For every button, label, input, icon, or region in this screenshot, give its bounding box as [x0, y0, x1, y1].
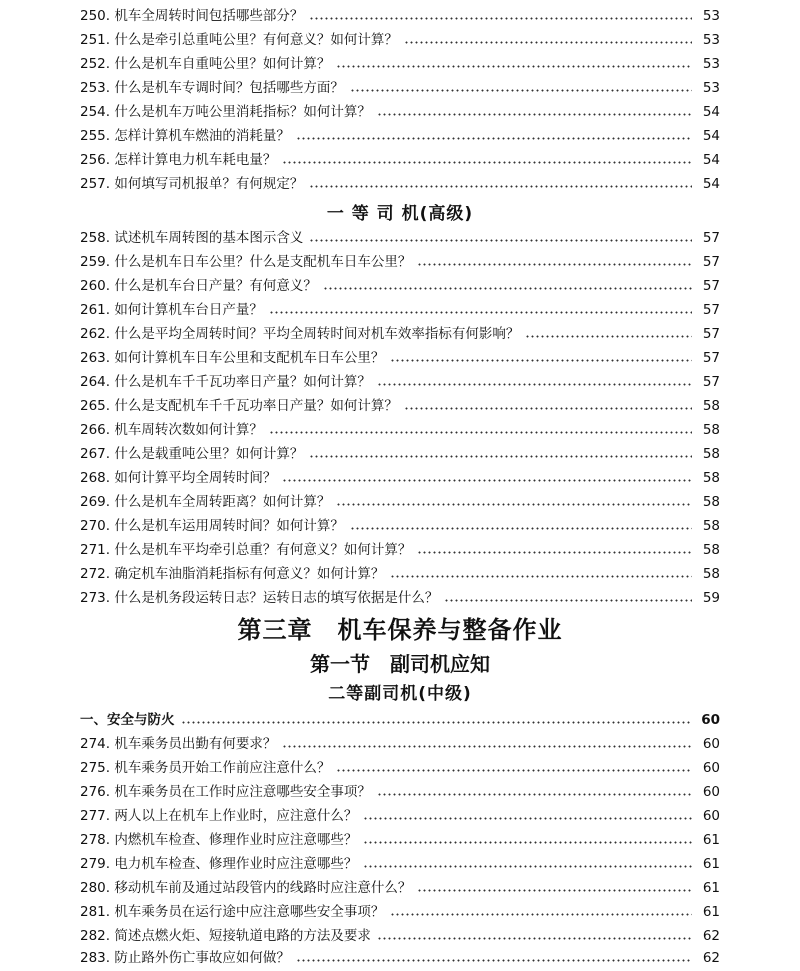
entry-page: 57 — [702, 230, 720, 246]
topic-title: 一、安全与防火 — [80, 712, 175, 728]
entry-page: 61 — [702, 856, 720, 872]
dot-leader — [309, 455, 692, 458]
entry-title: 257. 如何填写司机报单？有何规定？ — [80, 176, 304, 192]
entry-title: 281. 机车乘务员在运行途中应注意哪些安全事项？ — [80, 904, 385, 920]
dot-leader — [282, 479, 692, 482]
entry-title: 267. 什么是载重吨公里？如何计算？ — [80, 446, 304, 462]
topic-page: 60 — [701, 712, 720, 728]
dot-leader — [181, 721, 693, 724]
dot-leader — [282, 161, 692, 164]
dot-leader — [377, 383, 692, 386]
toc-entry — [80, 924, 720, 948]
entry-page: 57 — [702, 302, 720, 318]
toc-entry — [80, 418, 720, 442]
dot-leader — [309, 239, 692, 242]
entry-page: 60 — [702, 736, 720, 752]
entry-page: 54 — [702, 104, 720, 120]
entry-page: 53 — [702, 8, 720, 24]
entry-page: 60 — [702, 784, 720, 800]
toc-entry — [80, 76, 720, 100]
dot-leader — [377, 113, 692, 116]
entry-title: 258. 试述机车周转图的基本图示含义 — [80, 230, 304, 246]
dot-leader — [390, 913, 692, 916]
dot-leader — [417, 551, 692, 554]
entry-page: 62 — [702, 950, 720, 966]
entry-title: 252. 什么是机车自重吨公里？如何计算？ — [80, 56, 331, 72]
entry-title: 274. 机车乘务员出勤有何要求？ — [80, 736, 277, 752]
dot-leader — [363, 865, 692, 868]
entry-title: 259. 什么是机车日车公里？什么是支配机车日车公里？ — [80, 254, 412, 270]
entry-title: 275. 机车乘务员开始工作前应注意什么？ — [80, 760, 331, 776]
entry-title: 253. 什么是机车专调时间？包括哪些方面？ — [80, 80, 344, 96]
entry-title: 265. 什么是支配机车千千瓦功率日产量？如何计算？ — [80, 398, 398, 414]
toc-entry — [80, 780, 720, 804]
dot-leader — [336, 769, 692, 772]
entry-title: 278. 内燃机车检查、修理作业时应注意哪些？ — [80, 832, 358, 848]
entry-page: 58 — [702, 398, 720, 414]
entry-title: 260. 什么是机车台日产量？有何意义？ — [80, 278, 317, 294]
entry-title: 271. 什么是机车平均牵引总重？有何意义？如何计算？ — [80, 542, 412, 558]
toc-entry — [80, 274, 720, 298]
entry-page: 62 — [702, 928, 720, 944]
entry-page: 57 — [702, 326, 720, 342]
dot-leader — [296, 959, 692, 962]
toc-entry — [80, 124, 720, 148]
entry-page: 53 — [702, 80, 720, 96]
entry-title: 255. 怎样计算机车燃油的消耗量？ — [80, 128, 290, 144]
toc-entry — [80, 538, 720, 562]
entry-title: 251. 什么是牵引总重吨公里？有何意义？如何计算？ — [80, 32, 398, 48]
entry-title: 250. 机车全周转时间包括哪些部分？ — [80, 8, 304, 24]
entry-page: 60 — [702, 808, 720, 824]
dot-leader — [296, 137, 692, 140]
toc-topic — [80, 708, 720, 732]
toc-entry — [80, 4, 720, 28]
entry-page: 54 — [702, 128, 720, 144]
entry-title: 254. 什么是机车万吨公里消耗指标？如何计算？ — [80, 104, 371, 120]
toc-entry — [80, 756, 720, 780]
toc-entry — [80, 490, 720, 514]
toc-entry — [80, 828, 720, 852]
entry-title: 261. 如何计算机车台日产量？ — [80, 302, 263, 318]
toc-entry — [80, 562, 720, 586]
section-title: 第一节 副司机应知 — [310, 652, 490, 676]
grade-heading: 二等副司机(中级) — [328, 684, 472, 704]
toc-entry — [80, 226, 720, 250]
entry-page: 58 — [702, 470, 720, 486]
entry-page: 57 — [702, 278, 720, 294]
toc-entry — [80, 28, 720, 52]
dot-leader — [525, 335, 692, 338]
grade-heading: 一 等 司 机(高级) — [326, 204, 474, 224]
toc-entry — [80, 900, 720, 924]
dot-leader — [390, 359, 692, 362]
dot-leader — [363, 841, 692, 844]
toc-entry — [80, 876, 720, 900]
entry-title: 270. 什么是机车运用周转时间？如何计算？ — [80, 518, 344, 534]
toc-entry — [80, 370, 720, 394]
entry-page: 58 — [702, 494, 720, 510]
toc-entry — [80, 52, 720, 76]
dot-leader — [404, 41, 692, 44]
toc-entry — [80, 442, 720, 466]
entry-title: 256. 怎样计算电力机车耗电量？ — [80, 152, 277, 168]
dot-leader — [390, 575, 692, 578]
dot-leader — [363, 817, 692, 820]
entry-title: 282. 简述点燃火炬、短接轨道电路的方法及要求 — [80, 928, 371, 944]
chapter-title: 第三章 机车保养与整备作业 — [237, 616, 563, 644]
dot-leader — [350, 89, 692, 92]
toc-entry — [80, 322, 720, 346]
dot-leader — [377, 793, 692, 796]
entry-page: 58 — [702, 422, 720, 438]
entry-title: 279. 电力机车检查、修理作业时应注意哪些？ — [80, 856, 358, 872]
toc-entry — [80, 466, 720, 490]
entry-page: 54 — [702, 176, 720, 192]
toc-entry — [80, 346, 720, 370]
dot-leader — [309, 17, 692, 20]
entry-title: 283. 防止路外伤亡事故应如何做？ — [80, 950, 290, 966]
entry-page: 57 — [702, 254, 720, 270]
entry-title: 264. 什么是机车千千瓦功率日产量？如何计算？ — [80, 374, 371, 390]
entry-page: 53 — [702, 56, 720, 72]
entry-title: 262. 什么是平均全周转时间？平均全周转时间对机车效率指标有何影响？ — [80, 326, 520, 342]
entry-page: 58 — [702, 542, 720, 558]
entry-page: 58 — [702, 518, 720, 534]
dot-leader — [269, 311, 692, 314]
entry-page: 61 — [702, 832, 720, 848]
entry-title: 263. 如何计算机车日车公里和支配机车日车公里？ — [80, 350, 385, 366]
entry-page: 57 — [702, 350, 720, 366]
toc-entry — [80, 514, 720, 538]
dot-leader — [417, 889, 692, 892]
toc-entry — [80, 250, 720, 274]
entry-page: 59 — [702, 590, 720, 606]
entry-title: 273. 什么是机务段运转日志？运转日志的填写依据是什么？ — [80, 590, 439, 606]
entry-page: 58 — [702, 446, 720, 462]
toc-entry — [80, 946, 720, 970]
entry-title: 266. 机车周转次数如何计算？ — [80, 422, 263, 438]
entry-title: 272. 确定机车油脂消耗指标有何意义？如何计算？ — [80, 566, 385, 582]
dot-leader — [282, 745, 692, 748]
toc-entry — [80, 100, 720, 124]
toc-entry — [80, 298, 720, 322]
entry-page: 61 — [702, 904, 720, 920]
toc-entry — [80, 804, 720, 828]
dot-leader — [309, 185, 692, 188]
dot-leader — [417, 263, 692, 266]
toc-entry — [80, 148, 720, 172]
dot-leader — [350, 527, 692, 530]
entry-title: 269. 什么是机车全周转距离？如何计算？ — [80, 494, 331, 510]
entry-page: 53 — [702, 32, 720, 48]
entry-title: 277. 两人以上在机车上作业时，应注意什么？ — [80, 808, 358, 824]
dot-leader — [323, 287, 692, 290]
entry-title: 268. 如何计算平均全周转时间？ — [80, 470, 277, 486]
toc-entry — [80, 586, 720, 610]
dot-leader — [336, 503, 692, 506]
toc-entry — [80, 732, 720, 756]
entry-page: 58 — [702, 566, 720, 582]
toc-entry — [80, 172, 720, 196]
entry-page: 54 — [702, 152, 720, 168]
entry-page: 57 — [702, 374, 720, 390]
toc-entry — [80, 852, 720, 876]
dot-leader — [404, 407, 692, 410]
dot-leader — [444, 599, 692, 602]
entry-title: 280. 移动机车前及通过站段管内的线路时应注意什么？ — [80, 880, 412, 896]
dot-leader — [269, 431, 692, 434]
entry-page: 61 — [702, 880, 720, 896]
dot-leader — [377, 937, 692, 940]
entry-title: 276. 机车乘务员在工作时应注意哪些安全事项？ — [80, 784, 371, 800]
entry-page: 60 — [702, 760, 720, 776]
toc-entry — [80, 394, 720, 418]
dot-leader — [336, 65, 692, 68]
